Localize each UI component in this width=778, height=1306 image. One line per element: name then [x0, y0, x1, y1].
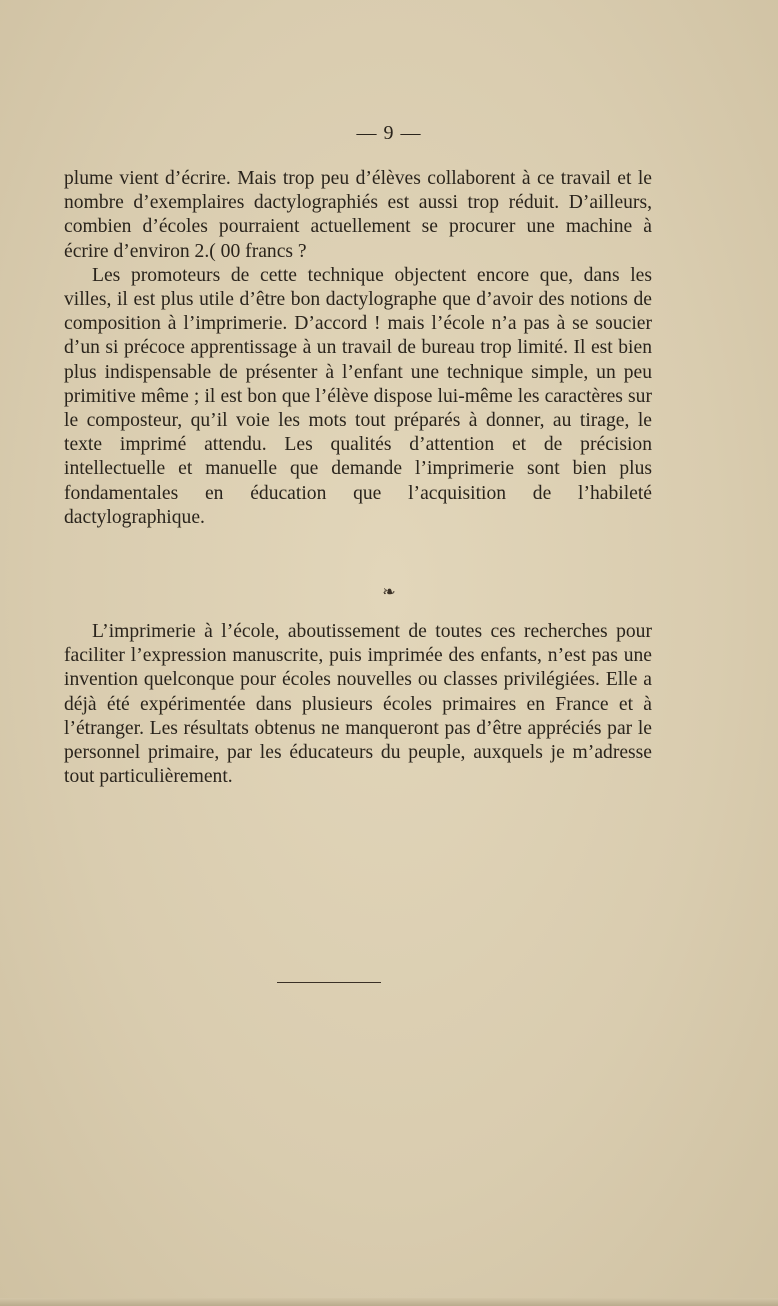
- paragraph-1: plume vient d’écrire. Mais trop peu d’élèves collaborent à ce travail et le nombre d’exemplaires dactylographiés est aussi trop réduit. D’ailleurs, combien d’écoles pourraient actuellement se procurer une machine à écrire d’environ 2.( 00 francs ?: [64, 168, 652, 262]
- text-block-top: [64, 167, 652, 530]
- text-block-bottom: [64, 620, 652, 789]
- page-bottom-edge: [0, 1298, 778, 1306]
- fleuron-ornament-icon: ❧: [382, 584, 396, 601]
- page-number: — 9 —: [356, 122, 422, 144]
- paragraph-3: L’imprimerie à l’école, aboutissement de toutes ces recherches pour faciliter l’expression manuscrite, puis imprimée des enfants, n’est pas une invention quelconque pour écoles nouvelles ou classes privilégiées. Elle a déjà été expérimentée dans plusieurs écoles primaires en France et à l’étranger. Les résultats obtenus ne manqueront pas d’être appréciés par le personnel primaire, par les éducateurs du peuple, auxquels je m’adresse tout particulièrement.: [64, 621, 652, 788]
- paragraph-2: Les promoteurs de cette technique objectent encore que, dans les villes, il est plus utile d’être bon dactylographe que d’avoir des notions de composition à l’imprimerie. D’accord ! mais l’école n’a pas à se soucier d’un si précoce apprentissage à un travail de bureau trop limité. Il est bien plus indispensable de présenter à l’enfant une technique simple, un peu primitive même ; il est bon que l’élève dispose lui-même les caractères sur le composteur, qu’il voie les mots tout préparés à donner, au tirage, le texte imprimé attendu. Les qualités d’attention et de précision intellectuelle et manuelle que demande l’imprimerie sont bien plus fondamentales en éducation que l’acquisition de l’habileté dactylographique.: [64, 264, 652, 528]
- end-rule: [277, 982, 381, 983]
